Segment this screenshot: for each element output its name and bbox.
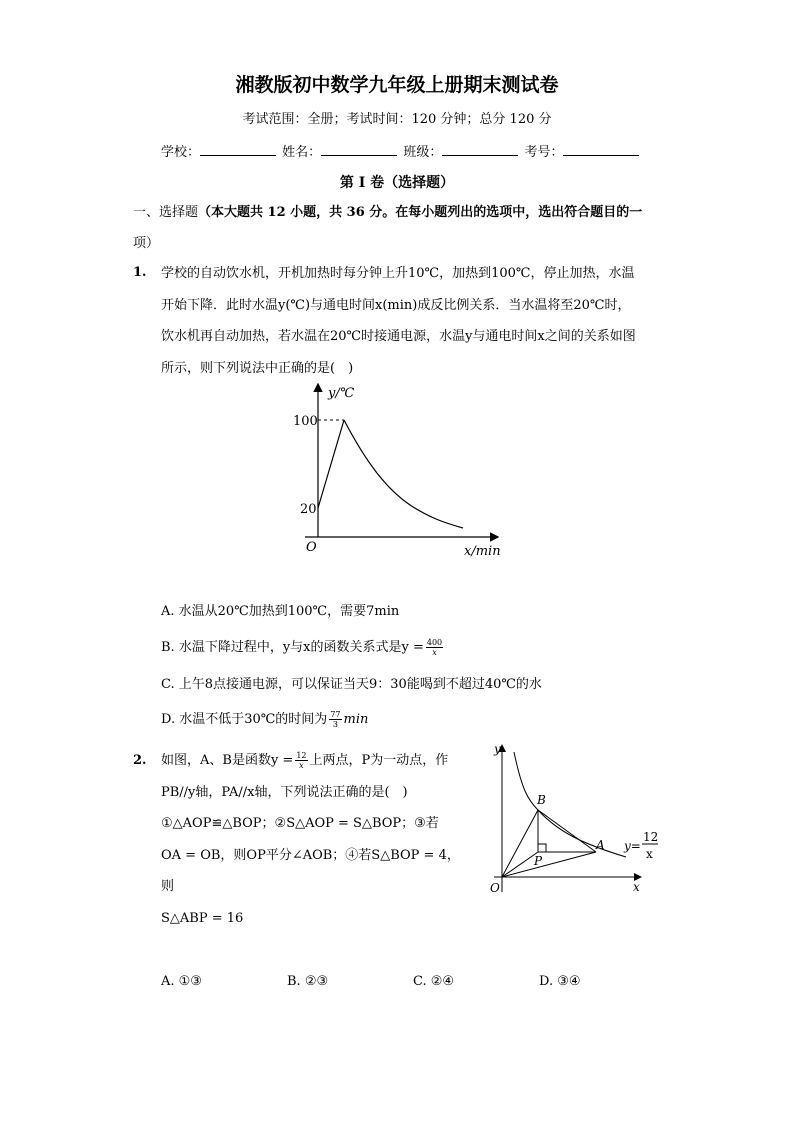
page-title: 湘教版初中数学九年级上册期末测试卷 <box>235 74 559 96</box>
q2-numerator: 12 <box>296 751 307 760</box>
q1-d-denominator: 3 <box>332 720 338 729</box>
q1-cooling-curve <box>344 420 463 528</box>
student-fields <box>161 141 641 160</box>
q2-segment-oa <box>502 852 596 877</box>
q1-option-d-text: D. 水温不低于30℃的时间为 <box>161 712 328 727</box>
q1-graph <box>285 380 515 560</box>
q2-y-label: y <box>494 742 501 756</box>
part-desc-line2: 项） <box>133 236 160 251</box>
q2-point-b: B <box>537 793 546 807</box>
part-heading <box>133 197 668 259</box>
q2-right-angle <box>538 844 546 852</box>
exam-info: 考试范围：全册；考试时间：120 分钟；总分 120 分 <box>242 112 552 127</box>
part-desc-line1: （本大题共 12 小题，共 36 分。在每小题列出的选项中，选出符合题目的一 <box>198 205 643 220</box>
class-blank[interactable] <box>442 143 518 156</box>
school-label: 学校： <box>161 145 201 160</box>
q2-denominator: x <box>299 761 304 770</box>
q2-point-a: A <box>596 838 605 852</box>
q1-line: 开始下降．此时水温y(℃)与通电时间x(min)成反比例关系．当水温将至20℃时， <box>161 297 631 313</box>
q2-line: PB//y轴，PA//x轴，下列说法正确的是( ) <box>161 784 408 800</box>
q2-curve-numerator: 12 <box>643 830 659 844</box>
section-title: 第 I 卷（选择题） <box>339 175 455 191</box>
q2-option-d[interactable]: D. ③④ <box>539 974 581 989</box>
q1-heating-line <box>318 420 344 508</box>
q2-line1-post: 上两点，P为一动点，作 <box>309 753 449 768</box>
part-label: 一、选择题 <box>133 205 199 220</box>
q1-d-numerator: 77 <box>330 710 341 719</box>
q2-graph <box>478 740 673 900</box>
q2-line: ①△AOP≌△BOP；②S△AOP = S△BOP；③若 <box>161 816 439 831</box>
q2-option-c[interactable]: C. ②④ <box>413 974 455 989</box>
q1-stem <box>161 258 661 384</box>
q1-b-numerator: 400 <box>426 638 443 647</box>
q1-option-b-fraction <box>426 638 443 657</box>
name-blank[interactable] <box>321 143 397 156</box>
q1-xlabel: x/min <box>464 544 501 559</box>
q1-b-denominator: x <box>432 648 437 657</box>
q2-segment-ob <box>502 810 538 877</box>
q2-curve-label: y= <box>624 839 641 853</box>
q2-curve <box>514 752 626 857</box>
q2-line1-fraction <box>295 751 307 770</box>
q2-line <box>161 745 471 777</box>
q1-number: 1. <box>133 265 147 280</box>
q2-line: S△ABP = 16 <box>161 910 244 926</box>
q2-curve-denominator: x <box>646 847 653 861</box>
school-blank[interactable] <box>200 143 276 156</box>
name-label: 姓名： <box>282 145 322 160</box>
q2-point-p: P <box>534 854 543 868</box>
q2-origin: O <box>490 881 500 895</box>
q1-option-d-fraction <box>329 710 341 729</box>
q1-line: 所示，则下列说法中正确的是( ) <box>161 360 354 376</box>
q2-segment-ab <box>538 810 596 852</box>
q2-stem <box>161 745 471 934</box>
q1-ylabel: y/℃ <box>328 386 355 401</box>
q2-option-a[interactable]: A. ①③ <box>161 974 202 989</box>
exam-number-blank[interactable] <box>563 143 639 156</box>
q1-option-b[interactable] <box>161 636 445 657</box>
q1-option-a[interactable]: A. 水温从20℃加热到100℃，需要7min <box>161 604 400 619</box>
q1-tick-20: 20 <box>300 502 317 517</box>
q2-x-label: x <box>633 880 640 894</box>
q1-option-b-text: B. 水温下降过程中，y与x的函数关系式是y = <box>161 640 424 655</box>
q2-line: OA = OB，则OP平分∠AOB；④若S△BOP = 4，则 <box>161 847 460 894</box>
q1-line: 学校的自动饮水机，开机加热时每分钟上升10℃，加热到100℃，停止加热，水温 <box>161 266 635 281</box>
class-label: 班级： <box>403 145 443 160</box>
q1-option-d[interactable] <box>161 708 368 729</box>
q1-origin: O <box>306 540 317 555</box>
q1-line: 饮水机再自动加热，若水温在20℃时接通电源，水温y与通电时间x之间的关系如图 <box>161 329 636 344</box>
q2-line1-pre: 如图，A、B是函数y = <box>161 753 294 768</box>
q1-tick-100: 100 <box>293 414 318 429</box>
q1-option-d-unit: min <box>343 712 369 727</box>
q2-segment-op <box>502 852 538 877</box>
exam-number-label: 考号： <box>524 145 564 160</box>
q2-option-b[interactable]: B. ②③ <box>287 974 329 989</box>
q2-number: 2. <box>133 753 147 768</box>
q1-option-c[interactable]: C. 上午8点接通电源，可以保证当天9：30能喝到不超过40℃的水 <box>161 677 542 692</box>
